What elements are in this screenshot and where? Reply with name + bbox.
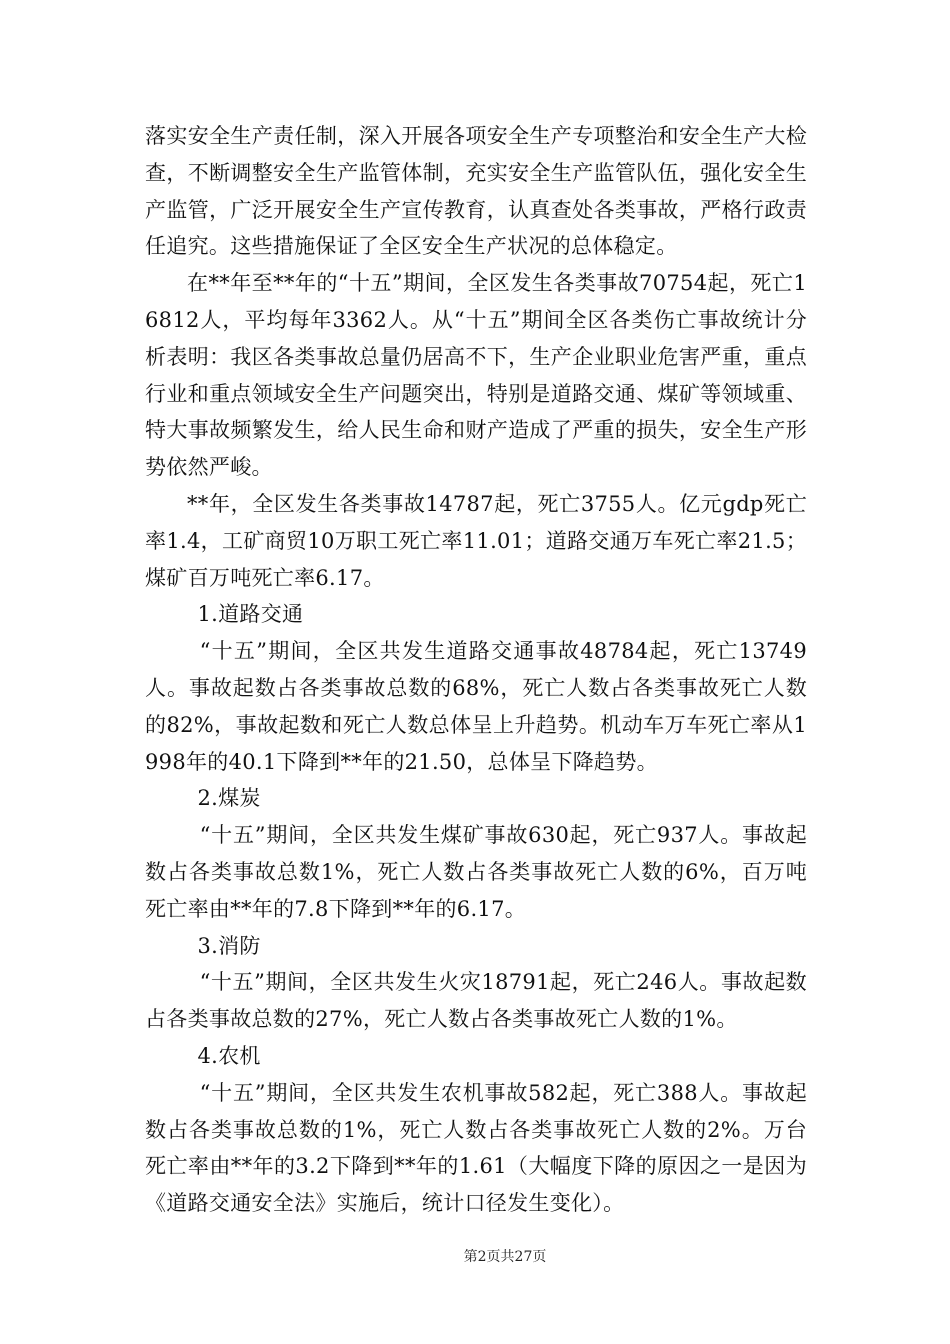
page-number-footer: 第2页共27页 bbox=[463, 1249, 547, 1265]
section-heading-farm-machinery: 4.农机 bbox=[197, 1043, 261, 1068]
document-body bbox=[145, 118, 807, 1222]
paragraph-intro-continued: 落实安全生产责任制，深入开展各项安全生产专项整治和安全生产大检查，不断调整安全生产监管体制，充实安全生产监管队伍，强化安全生产监管，广泛开展安全生产宣传教育，认真查处各类事故，严格行政责任追究。这些措施保证了全区安全生产状况的总体稳定。 bbox=[145, 124, 807, 259]
section-body-coal: “十五”期间，全区共发生煤矿事故630起，死亡937人。事故起数占各类事故总数1%，死亡人数占各类事故死亡人数的6%，百万吨死亡率由**年的7.8下降到**年的6.17。 bbox=[145, 823, 807, 921]
paragraph-annual-summary: **年，全区发生各类事故14787起，死亡3755人。亿元gdp死亡率1.4，工矿商贸10万职工死亡率11.01；道路交通万车死亡率21.5；煤矿百万吨死亡率6.17。 bbox=[145, 491, 807, 590]
section-heading-coal: 2.煤炭 bbox=[197, 786, 261, 811]
section-body-fire: “十五”期间，全区共发生火灾18791起，死亡246人。事故起数占各类事故总数的27%，死亡人数占各类事故死亡人数的1%。 bbox=[145, 970, 807, 1032]
paragraph-five-year-summary: 在**年至**年的“十五”期间，全区发生各类事故70754起，死亡16812人，平均每年3362人。从“十五”期间全区各类伤亡事故统计分析表明：我区各类事故总量仍居高不下，生产企业职业危害严重，重点行业和重点领域安全生产问题突出，特别是道路交通、煤矿等领域重、特大事故频繁发生，给人民生命和财产造成了严重的损失，安全生产形势依然严峻。 bbox=[145, 271, 807, 480]
section-heading-fire: 3.消防 bbox=[197, 933, 261, 958]
section-heading-road-traffic: 1.道路交通 bbox=[197, 602, 304, 627]
section-body-farm-machinery: “十五”期间，全区共发生农机事故582起，死亡388人。事故起数占各类事故总数的1%，死亡人数占各类事故死亡人数的2%。万台死亡率由**年的3.2下降到**年的1.61（大幅度下降的原因之一是因为《道路交通安全法》实施后，统计口径发生变化）。 bbox=[145, 1080, 807, 1216]
section-body-road-traffic: “十五”期间，全区共发生道路交通事故48784起，死亡13749人。事故起数占各类事故总数的68%，死亡人数占各类事故死亡人数的82%，事故起数和死亡人数总体呈上升趋势。机动车万车死亡率从1998年的40.1下降到**年的21.50，总体呈下降趋势。 bbox=[145, 639, 807, 774]
